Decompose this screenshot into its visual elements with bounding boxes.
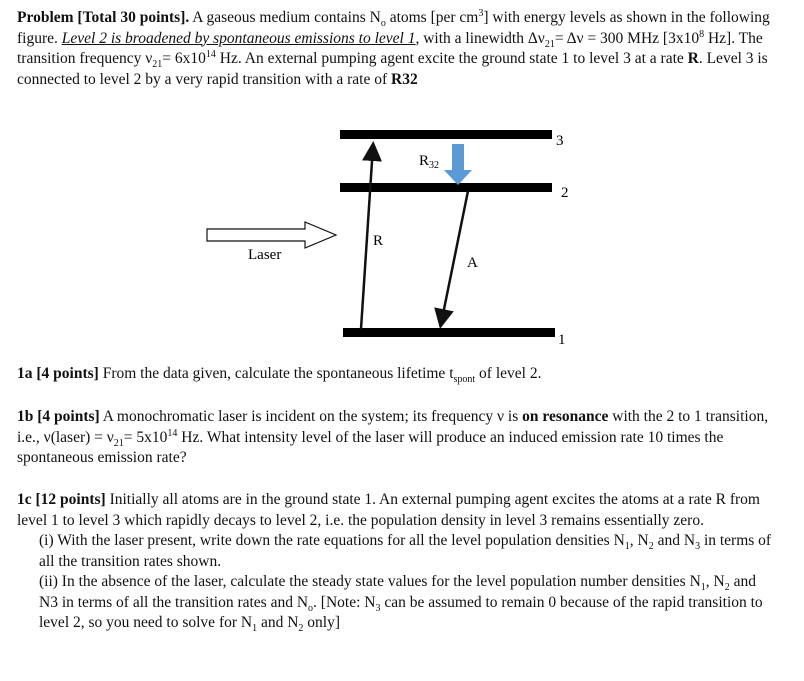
sub: 1 — [624, 541, 630, 553]
sup: 14 — [205, 48, 216, 60]
text: . Level 3 is connected to level 2 by a very rapid transition with a rate of — [17, 50, 768, 88]
text: with the 2 to 1 transition, i.e., ν(laser) = ν — [17, 408, 769, 446]
level-2-line — [340, 183, 552, 192]
emission-arrow — [441, 191, 468, 324]
text: = 6x10 — [162, 50, 206, 67]
question-1c — [17, 490, 777, 634]
text: can be assumed to remain 0 because of the rapid transition to level 2, so you need to solve for N — [39, 593, 763, 631]
text: , with a linewidth Δν — [415, 29, 545, 47]
level-3-line — [340, 130, 552, 139]
sub: 2 — [648, 541, 654, 553]
text: From the data given, calculate the spontaneous lifetime t — [98, 365, 454, 382]
question-1c-label: 1c [12 points] — [17, 491, 106, 508]
sub: 21 — [152, 59, 163, 71]
sub: 21 — [544, 38, 555, 50]
text: Hz. What intensity level of the laser will produce an induced emission rate 10 times the spontaneous emission rate? — [17, 428, 724, 466]
laser-arrow — [207, 222, 336, 248]
text: = 5x10 — [123, 428, 168, 446]
underlined-text: Level 2 is broadened by spontaneous emissions to level 1 — [61, 29, 416, 47]
text: (ii) In the absence of the laser, calculate the steady state values for the level population number densities N — [39, 573, 701, 590]
sub: 2 — [724, 582, 730, 594]
pump-arrow — [361, 146, 373, 329]
level-1-line — [343, 328, 555, 337]
text: of level 2. — [475, 365, 542, 382]
sub: 2 — [298, 623, 304, 635]
sub: 3 — [695, 541, 701, 553]
text: , N — [629, 532, 649, 549]
text: and N3 in terms of all the transition rates and N — [39, 573, 756, 611]
sup: 3 — [478, 7, 484, 19]
question-1b-label: 1b [4 points] — [17, 408, 100, 425]
text: A gaseous medium contains N — [189, 9, 381, 26]
emission-rate-label: A — [467, 255, 478, 271]
text: Hz. An external pumping agent excite the ground state 1 to level 3 at a rate — [215, 50, 688, 67]
text: . [Note: N — [313, 593, 376, 611]
laser-label: Laser — [248, 247, 282, 263]
sub: o — [380, 18, 386, 30]
text: ] with energy levels as shown in the following figure. — [17, 9, 770, 47]
sup: 8 — [699, 28, 705, 40]
question-1a — [17, 364, 777, 385]
question-1c-part-i — [17, 531, 777, 572]
text: , N — [705, 573, 725, 590]
text: (i) With the laser present, write down the rate equations for all the level population densities N — [39, 532, 625, 549]
level-2-label: 2 — [561, 185, 569, 201]
question-1c-part-ii — [17, 572, 777, 634]
sub: 21 — [113, 437, 124, 449]
sub: 3 — [375, 602, 381, 614]
text: and N — [257, 614, 299, 631]
sub: 1 — [700, 582, 706, 594]
pump-rate-label: R — [373, 233, 384, 249]
r32-arrow-head — [444, 170, 472, 185]
sup: 14 — [167, 427, 178, 439]
text: only] — [303, 614, 341, 631]
rate-r: R — [687, 50, 699, 67]
text: in terms of all the transition rates shown. — [39, 532, 772, 570]
text: = Δν = 300 MHz [3x10 — [554, 29, 700, 47]
level-3-label: 3 — [556, 133, 564, 149]
tspan: R — [419, 153, 430, 169]
text: Initially all atoms are in the ground state 1. An external pumping agent excites the atoms at a rate R from level 1 to level 3 which rapidly decays to level 2, i.e. the population density in level 3 remains essentially zero. — [17, 491, 760, 529]
tspan: 32 — [429, 160, 440, 171]
text: and N — [653, 532, 696, 549]
r32-label — [419, 153, 439, 171]
question-1b — [17, 407, 777, 469]
sub: spont — [453, 374, 476, 386]
text: atoms [per cm — [385, 9, 479, 26]
level-1-label: 1 — [558, 332, 566, 348]
sub: 1 — [252, 623, 258, 635]
rate-r32: R32 — [391, 70, 418, 88]
sub: o — [308, 602, 314, 614]
problem-heading: Problem [Total 30 points]. — [17, 9, 190, 26]
question-1a-label: 1a [4 points] — [17, 365, 99, 382]
r32-arrow-shaft — [452, 144, 464, 170]
text: Hz]. The transition frequency ν — [17, 29, 763, 67]
b: on resonance — [522, 408, 609, 425]
text: A monochromatic laser is incident on the system; its frequency ν is — [99, 408, 523, 425]
